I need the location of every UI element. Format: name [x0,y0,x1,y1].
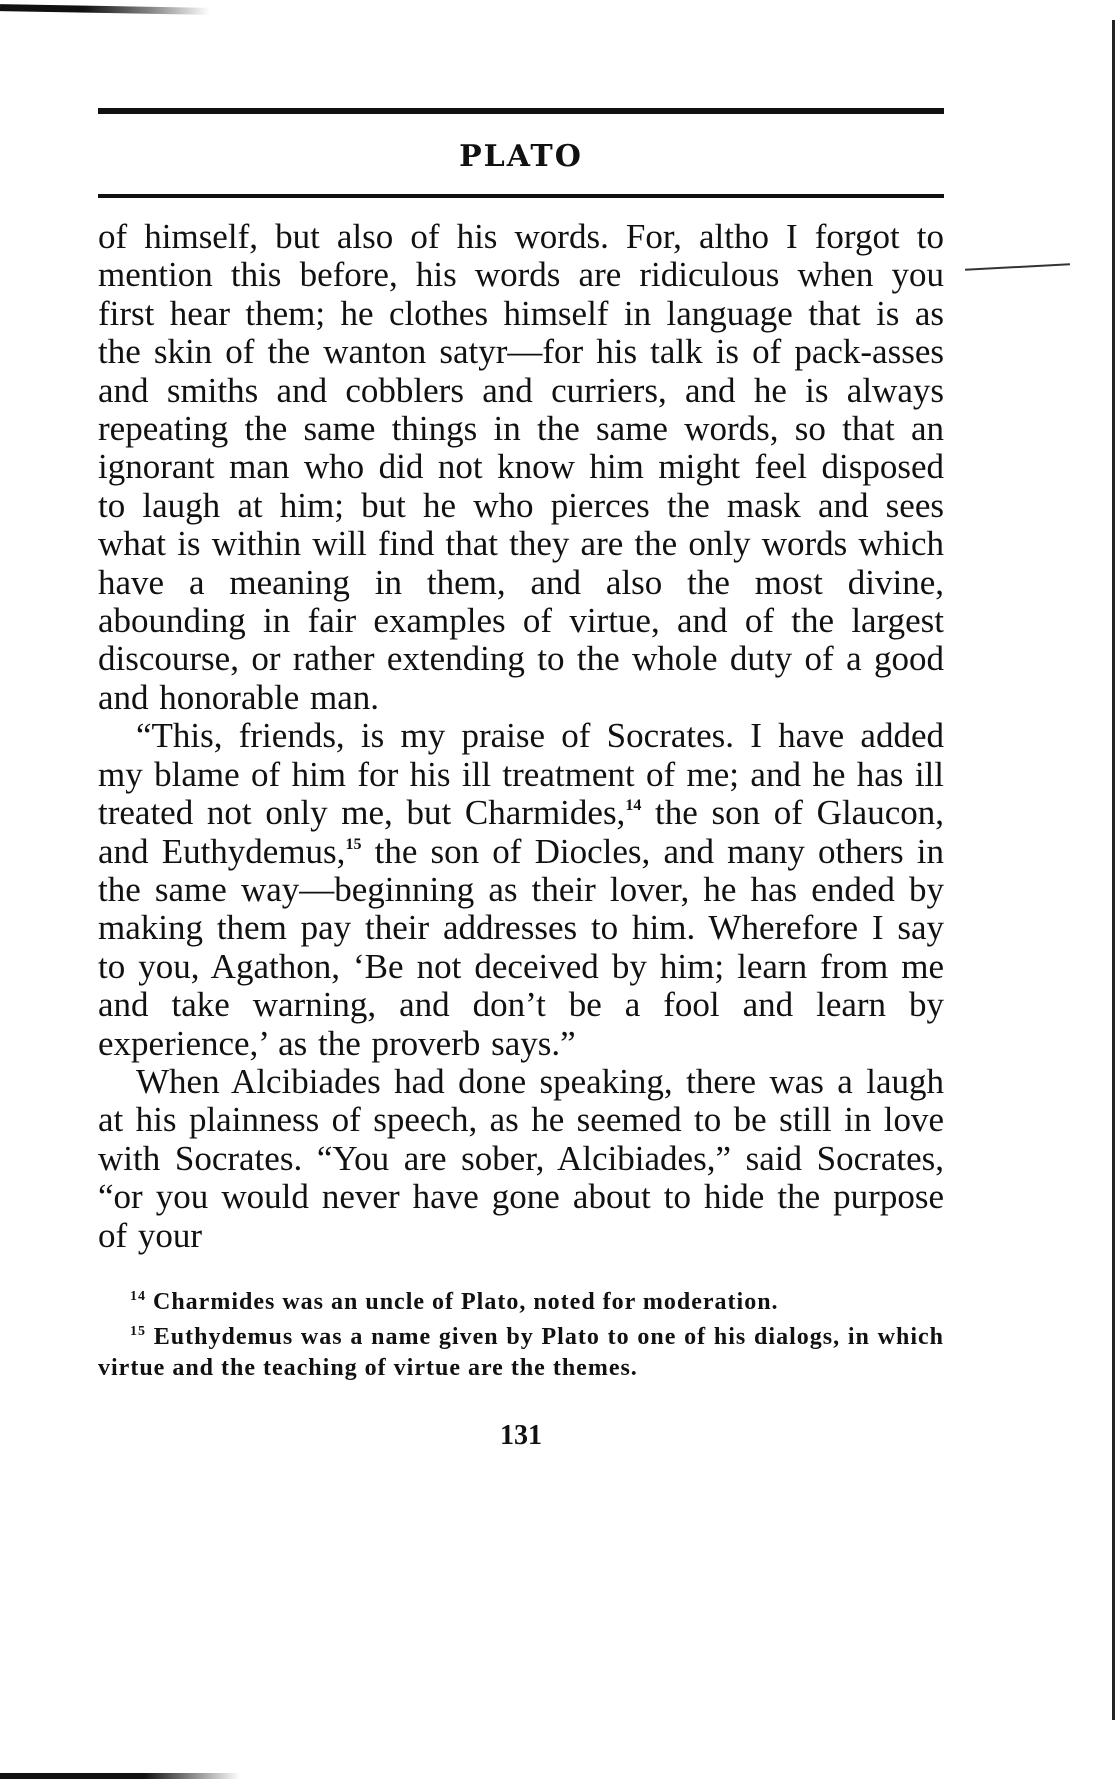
footnote-ref-15: 15 [345,835,362,853]
paragraph-2-part-1: “This, friends, is my praise of Socrates. I have added my blame of him for his ill treatment of me; and he has ill treated not only me, but Charmides, [98,716,944,833]
footnotes [98,1287,944,1384]
footnote-14 [98,1287,944,1318]
body-text [98,218,944,1255]
head-rule [98,194,944,198]
paragraph-2 [98,717,944,1063]
footnote-text: Charmides was an uncle of Plato, noted for moderation. [153,1288,779,1315]
footnote-text: Euthydemus was a name given by Plato to one of his dialogs, in which virtue and the teaching of virtue are the themes. [98,1323,944,1381]
paragraph-3: When Alcibiades had done speaking, there was a laugh at his plainness of speech, as he seemed to be still in love with Socrates. “You are sober, Alcibiades,” said Socrates, “or you would never have gone about to hide the purpose of your [98,1061,944,1255]
top-rule [98,108,944,114]
footnote-ref-14: 14 [625,797,642,815]
page [98,108,944,1452]
footnote-15 [98,1322,944,1384]
footnote-marker: 14 [130,1288,146,1304]
scan-artifact-right-edge [1112,20,1115,1720]
paragraph-1: of himself, but also of his words. For, altho I forgot to mention this before, his words are ridiculous when you first hear them; he clothes himself in language that is as the skin of the wanton satyr—for his talk is of pack-asses and smiths and cobblers and curriers, and he is always repeating the same things in the same words, so that an ignorant man who did not know him might feel disposed to laugh at him; but he who pierces the mask and sees what is within will find that they are the only words which have a meaning in them, and also the most divine, abounding in fair examples of virtue, and of the largest discourse, or rather extending to the whole duty of a good and honorable man. [98,217,944,717]
page-number: 131 [500,1419,542,1451]
running-head: PLATO [459,139,583,174]
footnote-marker: 15 [130,1323,146,1339]
scan-artifact-bottom [0,1773,240,1779]
margin-mark [965,263,1070,270]
paragraph-2-part-2: the son of Glaucon, and Euthydemus, [98,793,944,871]
paragraph-2-part-3: the son of Diocles, and many others in the same way—beginning as their lover, he has ended by making them pay their addresses to him. Wherefore I say to you, Agathon, ‘Be not deceived by him; learn from me and take warning, and don’t be a fool and learn by experience,’ as the proverb says.” [98,831,944,1063]
scan-artifact-top [0,4,210,15]
